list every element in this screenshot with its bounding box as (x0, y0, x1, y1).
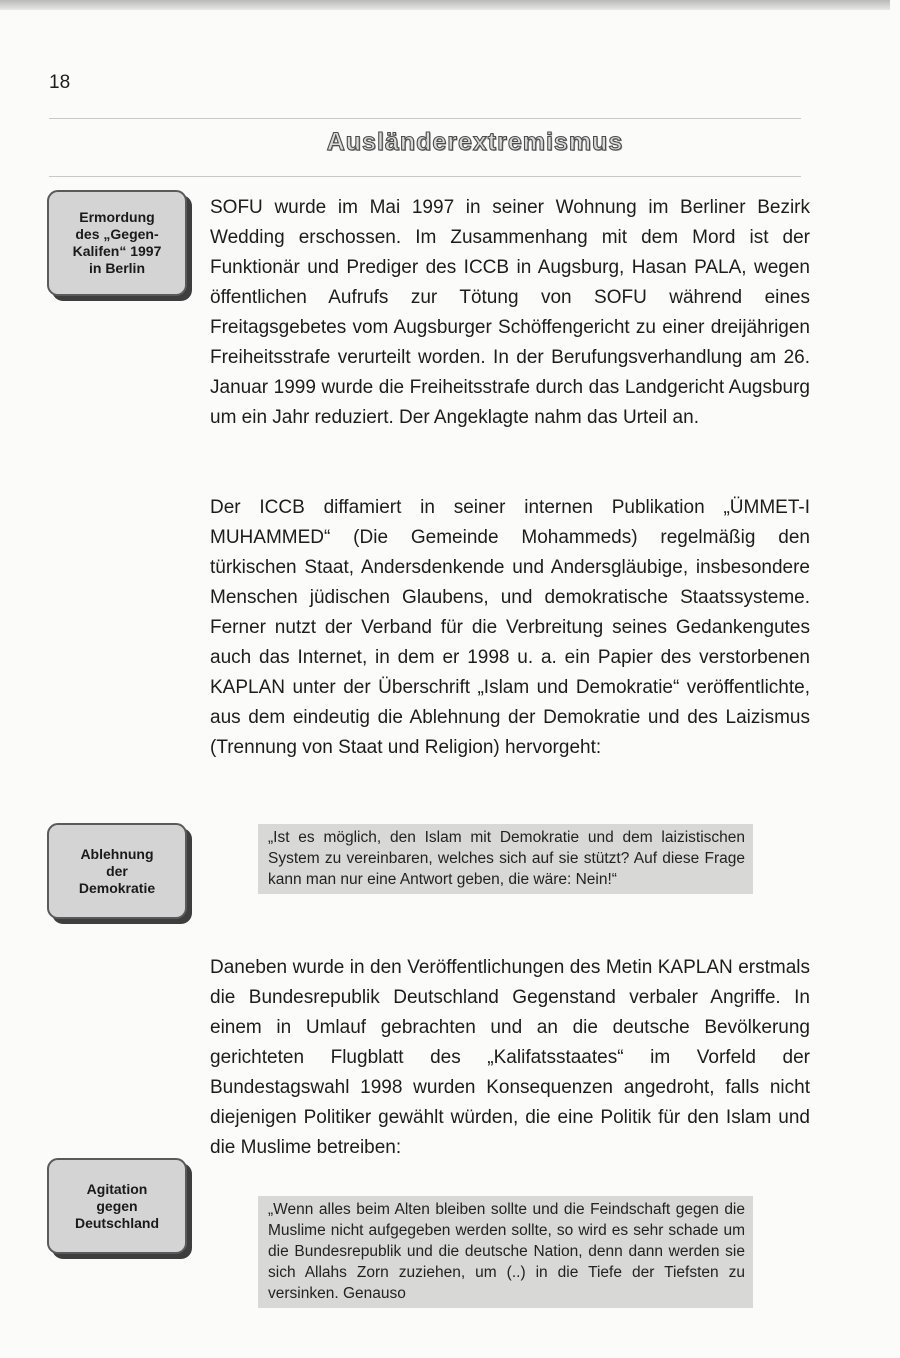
margin-note-label: Ermordung des „Gegen- Kalifen“ 1997 in Berlin (72, 209, 162, 276)
title-rule (49, 176, 801, 177)
body-paragraph-3: Daneben wurde in den Veröffentlichungen des Metin KAPLAN erstmals die Bundesrepublik Deutschland Gegenstand verbaler Angriffe. In einem in Umlauf gebrachten und an die deutsche Bevölkerung gerichteten Flugblatt des „Kalifatsstaates“ im Vorfeld der Bundestagswahl 1998 wurden Konsequenzen angedroht, falls nicht diejenigen Politiker gewählt würden, die eine Politik für den Islam und die Muslime betreiben: (210, 957, 810, 1158)
body-paragraph-2: Der ICCB diffamiert in seiner internen Publikation „ÜMMET-I MUHAMMED“ (Die Gemeinde Mohammeds) regelmäßig den türkischen Staat, Andersdenkende und Andersgläubige, insbesondere Menschen jüdischen Glaubens, und demokratische Staatssysteme. Ferner nutzt der Verband für die Verbreitung seines Gedankengutes auch das Internet, in dem er 1998 u. a. ein Papier des verstorbenen KAPLAN unter der Überschrift „Islam und Demokratie“ veröffentlichte, aus dem eindeutig die Ablehnung der Demokratie und des Laizismus (Trennung von Staat und Religion) hervorgeht: (210, 497, 810, 758)
margin-note-murder (47, 190, 187, 296)
margin-note-agitation-germany (47, 1158, 187, 1254)
quote-block-2: „Wenn alles beim Alten bleiben sollte und die Feindschaft gegen die Muslime nicht aufgegeben werden sollte, so wird es sehr schade um die Bundesrepublik und die deutsche Nation, denn dann werden sie sich Allahs Zorn zuziehen, um (..) in die Tiefe der Tiefsten zu versinken. Genauso (258, 1196, 753, 1308)
body-paragraph-1: SOFU wurde im Mai 1997 in seiner Wohnung im Berliner Bezirk Wedding erschossen. Im Zusammenhang mit dem Mord ist der Funktionär und Prediger des ICCB in Augsburg, Hasan PALA, wegen öffentlichen Aufrufs zur Tötung von SOFU während eines Freitagsgebetes vom Augsburger Schöffengericht zu einer dreijährigen Freiheitsstrafe verurteilt worden. In der Berufungsverhandlung am 26. Januar 1999 wurde die Freiheitsstrafe durch das Landgericht Augsburg um ein Jahr reduziert. Der Angeklagte nahm das Urteil an. (210, 197, 810, 428)
page-number: 18 (49, 72, 71, 93)
page-top-edge (0, 0, 890, 10)
margin-note-label: Ablehnung der Demokratie (78, 845, 156, 896)
section-title: Ausländerextremismus (326, 128, 624, 156)
quote-block-1: „Ist es möglich, den Islam mit Demokratie und dem laizistischen System zu vereinbaren, welches sich auf sie stützt? Auf diese Frage kann man nur eine Antwort geben, die wäre: Nein!“ (258, 824, 753, 894)
header-rule (49, 118, 801, 119)
margin-note-label: Agitation gegen Deutschland (74, 1180, 159, 1231)
margin-note-rejection-democracy (47, 823, 187, 919)
